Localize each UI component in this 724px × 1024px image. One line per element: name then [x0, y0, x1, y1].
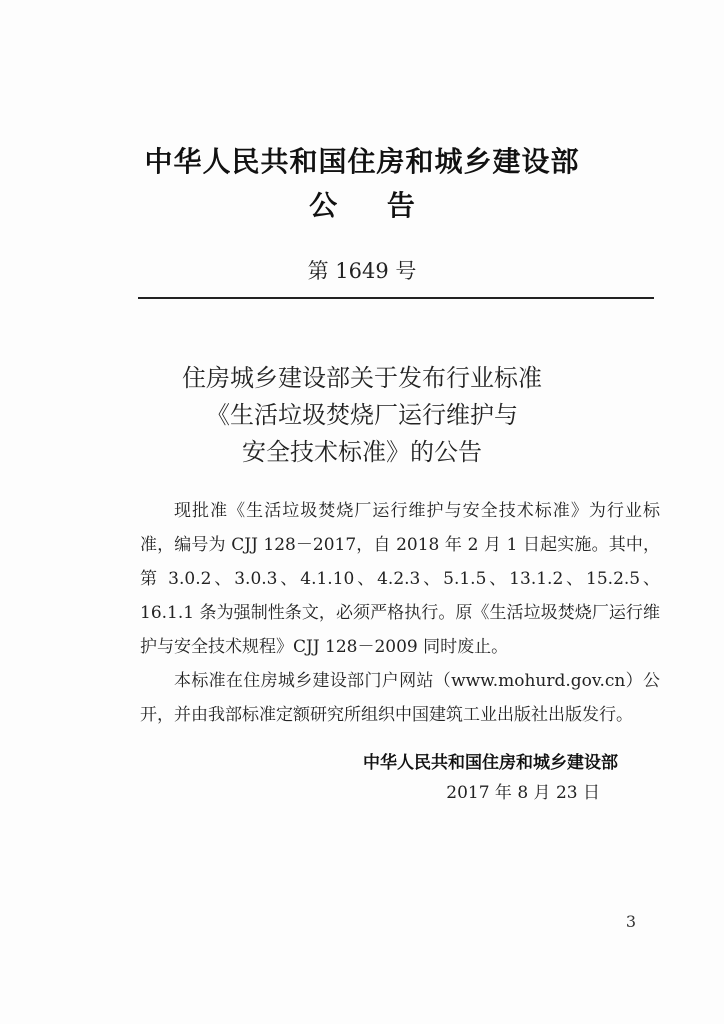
ministry-title: 中华人民共和国住房和城乡建设部 — [144, 145, 580, 178]
issuer-signature: 中华人民共和国住房和城乡建设部 — [363, 753, 618, 773]
announcement-title-line: 《生活垃圾焚烧厂运行维护与 — [206, 401, 518, 429]
announcement-title-line: 住房城乡建设部关于发布行业标准 — [182, 364, 542, 392]
issue-date: 2017 年 8 月 23 日 — [446, 783, 600, 803]
announcement-body — [140, 494, 660, 732]
header-divider — [138, 297, 654, 299]
page-number: 3 — [625, 912, 636, 931]
notice-number: 第 1649 号 — [307, 259, 417, 283]
announcement-title — [0, 360, 724, 471]
notice-heading: 公 告 — [309, 189, 415, 222]
body-paragraph: 现批准《生活垃圾焚烧厂运行维护与安全技术标准》为行业标准，编号为 CJJ 128－2017，自 2018 年 2 月 1 日起实施。其中，第 3.0.2、3.0.3、4.1.10、4.2.3、5.1.5、13.1.2、15.2.5、16.1.1 条为强制性条文，必须严格执行。原《生活垃圾焚烧厂运行维护与安全技术规程》CJJ 128－2009 同时废止。 — [140, 501, 660, 657]
body-paragraph: 本标准在住房城乡建设部门户网站（www.mohurd.gov.cn）公开，并由我部标准定额研究所组织中国建筑工业出版社出版发行。 — [140, 671, 660, 725]
announcement-title-line: 安全技术标准》的公告 — [242, 438, 482, 466]
